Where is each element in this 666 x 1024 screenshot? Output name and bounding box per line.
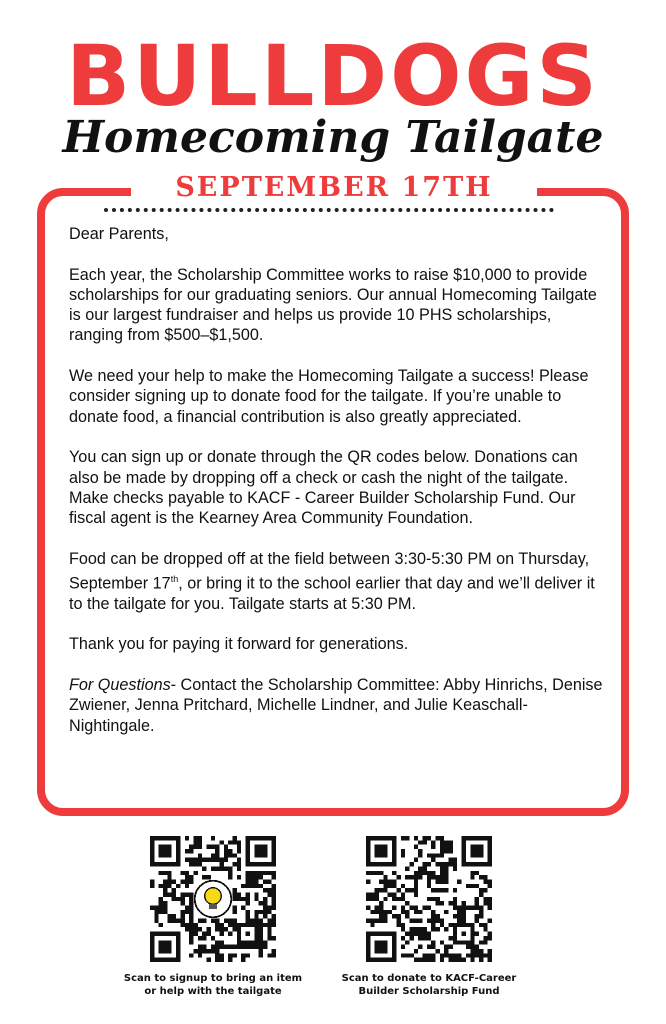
qr-code-icon[interactable] <box>150 836 276 962</box>
date-banner <box>131 169 537 207</box>
dropoff-text-cont: , or bring it to the school earlier that day and we’ll deliver it to the tailgate for you. Tailgate starts at 5:30 PM. <box>69 574 595 613</box>
letter-paragraph: You can sign up or donate through the QR codes below. Donations can also be made by dropping off a check or cash the night of the tailgate. Make checks payable to KACF - Career Builder Scholarship Fund. Our fiscal agent is the Kearney Area Community Foundation. <box>69 448 578 528</box>
letter-paragraph <box>69 675 609 736</box>
letter-paragraph: Thank you for paying it forward for generations. <box>69 635 409 654</box>
event-subtitle: Homecoming Tailgate <box>62 112 604 163</box>
letter-paragraph: Each year, the Scholarship Committee works to raise $10,000 to provide scholarships for our graduating seniors. Our annual Homecoming Tailgate is our largest fundraiser and helps us provide 10 PHS scholarships, ranging from $500–$1,500. <box>69 265 597 345</box>
questions-contacts: - Contact the Scholarship Committee: Abby Hinrichs, Denise Zwiener, Jenna Pritchard, Michelle Lindner, and Julie Keaschall-Nightingale. <box>69 675 603 735</box>
qr-code-icon[interactable] <box>366 836 492 962</box>
letter-body <box>69 224 609 756</box>
letter-paragraph <box>69 549 609 614</box>
donate-qr-caption: Scan to donate to KACF-Career Builder Scholarship Fund <box>341 973 517 997</box>
signup-qr-block <box>118 836 308 998</box>
letter-greeting: Dear Parents, <box>69 225 169 243</box>
dotted-divider <box>104 208 554 216</box>
signup-qr-caption: Scan to signup to bring an item or help with the tailgate <box>123 973 303 997</box>
letter-paragraph: We need your help to make the Homecoming Tailgate a success! Please consider signing up to donate food for the tailgate. If you’re unable to donate food, a financial contribution is also greatly appreciated. <box>69 367 589 426</box>
event-title: BULLDOGS <box>66 27 600 125</box>
event-date: SEPTEMBER 17TH <box>175 172 493 203</box>
date-suffix: th <box>170 574 179 585</box>
dropoff-text: Food can be dropped off at the field between 3:30-5:30 PM on Thursday, September 17 <box>69 549 590 593</box>
donate-qr-block <box>334 836 524 998</box>
questions-lead: For Questions <box>69 675 171 694</box>
